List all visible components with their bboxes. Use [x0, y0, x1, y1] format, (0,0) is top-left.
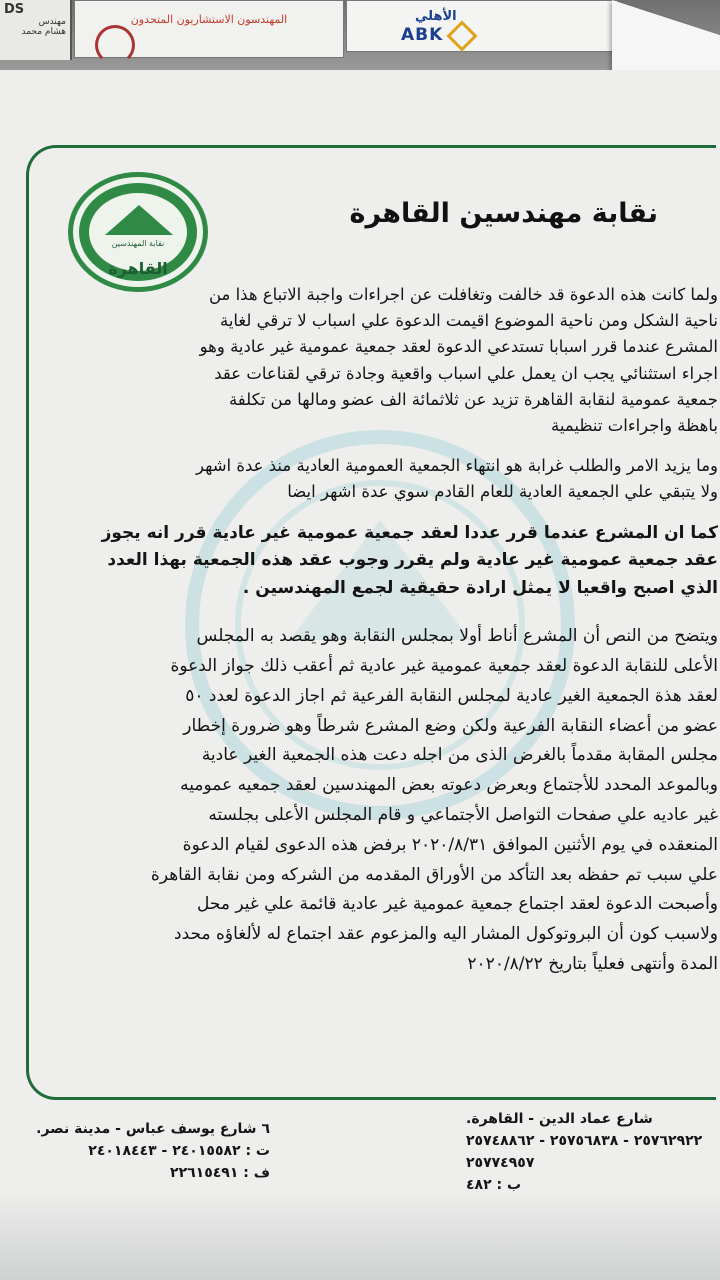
- bank-name-english: ABK: [401, 25, 444, 45]
- sign-middle-text: المهندسون الاستشاريون المتحدون: [130, 13, 288, 26]
- text-line: وما يزيد الامر والطلب غرابة هو انتهاء الجمعية العمومية العادية منذ عدة اشهر: [196, 456, 718, 476]
- text-line: لعقد هذة الجمعية الغير عادية لمجلس النقابة الفرعية ثم اجاز الدعوة لعدد ٥٠: [185, 685, 718, 706]
- text-line: غير عاديه علي صفحات التواصل الأجتماعي و قام المجلس الأعلى بجلسته: [208, 804, 718, 825]
- background-sign-middle: [74, 0, 344, 58]
- text-line: الأعلى للنقابة الدعوة لعقد جمعية عمومية غير عادية ثم أعقب ذلك جواز الدعوة: [170, 655, 718, 676]
- background-bank-sign: [346, 0, 618, 52]
- footer-po-box: ب : ٤٨٢: [466, 1177, 522, 1193]
- text-line: باهظة واجراءات تنظيمية: [551, 416, 718, 436]
- syndicate-logo: [68, 172, 208, 292]
- text-line: الذي اصبح واقعيا لا يمثل ارادة حقيقية لجمع المهندسين .: [242, 577, 718, 598]
- footer-nasr-city-address: [20, 1118, 270, 1184]
- footer-address: شارع عماد الدين - القاهرة.: [466, 1111, 653, 1127]
- text-line: وبالموعد المحدد للأجتماع وبعرض دعوته بعض المهندسين لعقد جمعيه عموميه: [180, 775, 718, 796]
- letter-body: [38, 282, 718, 980]
- sign-left-code: DS: [4, 2, 25, 17]
- footer-phones: ت : ٢٤٠١٥٥٨٢ - ٢٤٠١٨٤٤٣: [88, 1143, 270, 1159]
- text-line: المنعقده في يوم الأثنين الموافق ٢٠٢٠/٨/٣١ برفض هذه الدعوى لقيام الدعوة: [182, 834, 718, 855]
- text-line: عقد جمعية عمومية غير عادية ولم يقرر وجوب عقد هذه الجمعية بهذا العدد: [107, 550, 718, 571]
- sheet-bottom-shadow: [0, 1190, 720, 1280]
- sign-middle-logo-icon: [95, 25, 135, 65]
- footer-phone-2: ٢٥٧٧٤٩٥٧: [466, 1155, 535, 1171]
- footer-address: ٦ شارع يوسف عباس - مدينة نصر.: [36, 1121, 270, 1137]
- footer-cairo-address: [466, 1108, 720, 1196]
- text-line: المدة وأنتهى فعلياً بتاريخ ٢٠٢٠/٨/٢٢: [467, 953, 718, 974]
- footer-fax: ف : ٢٢٦١٥٤٩١: [170, 1165, 270, 1181]
- text-line: ولاسبب كون أن البروتوكول المشار اليه والمزعوم عقد اجتماع له لألغاؤه محدد: [174, 924, 718, 945]
- paragraph-3-bold: [38, 520, 718, 603]
- paragraph-4: [38, 622, 718, 980]
- sign-left-line-1: مهندس: [38, 17, 66, 27]
- text-line: المشرع عندما قرر اسبابا تستدعي الدعوة لعقد جمعية عمومية غير عادية وهو: [199, 337, 718, 357]
- text-line: كما ان المشرع عندما قرر عددا لعقد جمعية عمومية غير عادية قرر انه يجوز: [101, 522, 718, 543]
- text-line: ويتضح من النص أن المشرع أناط أولا بمجلس النقابة وهو يقصد به المجلس: [196, 626, 718, 647]
- background-sign-left: [0, 0, 72, 60]
- text-line: علي سبب تم حفظه بعد التأكد من الأوراق المقدمه من الشركه ومن نقابة القاهرة: [150, 864, 718, 885]
- sign-left-line-2: هشام محمد: [21, 27, 66, 37]
- text-line: ولا يتبقي علي الجمعية العادية للعام القادم سوي عدة اشهر ايضا: [287, 482, 718, 502]
- logo-city-name: القاهرة: [108, 259, 168, 278]
- paragraph-2: [38, 453, 718, 505]
- text-line: مجلس المقابة مقدماً بالغرض الذى من اجله دعت هذه الجمعية الغير عادية: [201, 745, 718, 766]
- logo-building-icon: [105, 205, 173, 235]
- bank-name-arabic: الأهلي: [415, 9, 457, 24]
- paragraph-1: [38, 282, 718, 439]
- text-line: وأصبحت الدعوة لعقد اجتماع جمعية عمومية غير عادية قائمة علي غير محل: [197, 894, 718, 915]
- text-line: اجراء استثنائي يجب ان يعمل علي اسباب واقعية وجادة ترقي لقناعات عقد: [214, 363, 718, 383]
- organization-title: نقابة مهندسين القاهرة: [349, 198, 658, 229]
- text-line: ناحية الشكل ومن ناحية الموضوع اقيمت الدعوة علي اسباب لا ترقي لغاية: [219, 311, 718, 331]
- text-line: جمعية عمومية لنقابة القاهرة تزيد عن ثلاثمائة الف عضو ومالها من تكلفة: [228, 389, 718, 409]
- text-line: عضو من أعضاء النقابة الفرعية ولكن وضع المشرع شرطاً وهو ضرورة إخطار: [183, 715, 718, 736]
- bank-logo-icon: [446, 20, 477, 51]
- footer-phones: ٢٥٧٦٢٩٢٢ - ٢٥٧٥٦٨٣٨ - ٢٥٧٤٨٨٦٢: [466, 1133, 703, 1149]
- logo-caption: نقابة المهندسين: [111, 239, 165, 248]
- text-line: ولما كانت هذه الدعوة قد خالفت وتغافلت عن اجراءات واجبة الاتباع هذا من: [208, 285, 718, 304]
